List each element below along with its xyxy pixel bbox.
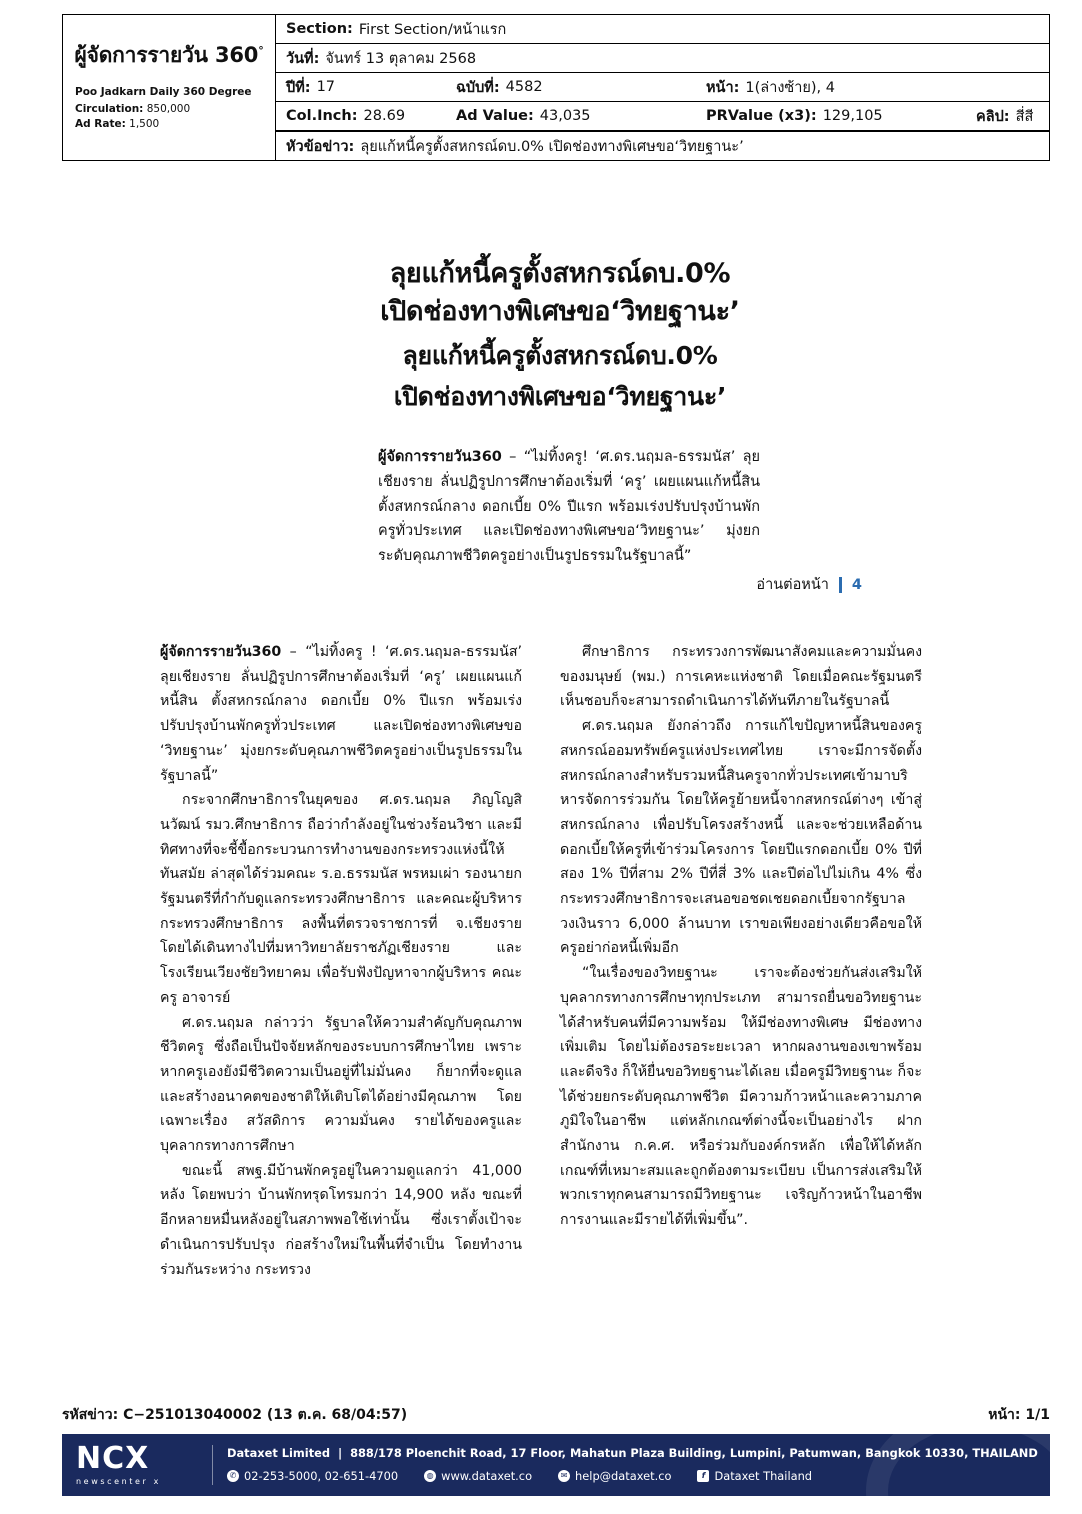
section-value: First Section/หน้าแรก	[358, 21, 507, 38]
prvalue-label: PRValue (x3):	[706, 108, 817, 124]
year-field	[286, 76, 456, 99]
footer-bar	[62, 1434, 1050, 1496]
topic-value: ลุยแก้หนี้ครูตั้งสหกรณ์ดบ.0% เปิดช่องทางพิเศษขอ‘วิทยฐานะ’	[360, 138, 744, 155]
article-paragraph: “ในเรื่องของวิทยฐานะ เราจะต้องช่วยกันส่งเสริมให้บุคลากรทางการศึกษาทุกประเภท สามารถยื่นขอวิทยฐานะได้สำหรับคนที่มีความพร้อม ให้มีช่องทางพิเศษ มีช่องทางเพิ่มเติม โดยไม่ต้องรอระยะเวลา หากผลงานของเขาพร้อมและดีจริง ก็ให้ยื่นขอวิทยฐานะได้เลย เมื่อครูมีวิทยฐานะ ก็จะได้ช่วยยกระดับคุณภาพชีวิต มีความก้าวหน้าและความภาคภูมิใจในอาชีพ แต่หลักเกณฑ์ต่างนี้จะเป็นอย่างไร ฝากสำนักงาน ก.ค.ศ. หรือร่วมกับองค์กรหลัก เพื่อให้ได้หลักเกณฑ์ที่เหมาะสมและถูกต้องตามระเบียบ เป็นการส่งเสริมให้พวกเราทุกคนสามารถมีวิทยฐานะ เจริญก้าวหน้าในอาชีพการงานและมีรายได้ที่เพิ่มขึ้น”.	[560, 965, 922, 1229]
ncx-logo	[62, 1441, 212, 1486]
topic-label: หัวข้อข่าว:	[286, 138, 355, 155]
address-separator: |	[334, 1446, 347, 1461]
article-paragraph: กระจากศึกษาธิการในยุคของ ศ.ดร.นฤมล ภิญโญสินวัฒน์ รมว.ศึกษาธิการ ถือว่ากำลังอยู่ในช่วงร้อนวิชา และมีทิศทางที่จะชี้ขื้อกระบวนการทำงานของกระทรวงแห่งนี้ให้ทันสมัย ล่าสุดได้ร่วมคณะ ร.อ.ธรรมนัส พรหมเผ่า รองนายกรัฐมนตรีที่กำกับดูแลกระทรวงศึกษาธิการ และคณะผู้บริหารกระทรวงศึกษาธิการ ลงพื้นที่ตรวจราชการที่ จ.เชียงราย โดยได้เดินทางไปที่มหาวิทยาลัยราชภัฏเชียงราย และโรงเรียนเวียงชัยวิทยาคม เพื่อรับฟังปัญหาจากผู้บริหาร คณะครู อาจารย์	[160, 792, 522, 1006]
prvalue-value: 129,105	[822, 108, 883, 124]
news-code-value: C−251013040002 (13 ต.ค. 68/04:57)	[123, 1407, 408, 1423]
headline-line-1: ลุยแก้หนี้ครูตั้งสหกรณ์ดบ.0%	[389, 258, 731, 289]
facebook-value: Dataxet Thailand	[714, 1468, 813, 1483]
facebook-icon: f	[697, 1470, 709, 1482]
article-paragraph: ศึกษาธิการ กระทรวงการพัฒนาสังคมและความมั่นคงของมนุษย์ (พม.) การเคหะแห่งชาติ โดยเมื่อคณะรัฐมนตรีเห็นชอบก็จะสามารถดำเนินการได้ทันทีภายในรัฐบาลนี้	[560, 644, 922, 710]
footer-contacts	[227, 1468, 1038, 1485]
phone-icon: ✆	[227, 1470, 239, 1482]
page-field	[706, 76, 976, 99]
email-value: help@dataxet.co	[575, 1468, 672, 1483]
company-name: Dataxet Limited	[227, 1446, 331, 1461]
section-row	[276, 15, 1049, 44]
footer-info	[227, 1445, 1038, 1484]
topic-row	[276, 131, 1049, 160]
clip-label: คลิป:	[976, 108, 1010, 125]
publication-brand-cell	[63, 15, 276, 161]
website-value: www.dataxet.co	[441, 1468, 533, 1483]
news-code	[62, 1404, 407, 1426]
page-label: หน้า:	[706, 79, 740, 96]
phone-contact	[227, 1468, 398, 1485]
issue-row	[276, 73, 1049, 102]
date-label: วันที่:	[286, 50, 320, 67]
article-paragraph: ศ.ดร.นฤมล กล่าวว่า รัฐบาลให้ความสำคัญกับคุณภาพชีวิตครู ซึ่งถือเป็นปัจจัยหลักของระบบการศึกษาไทย เพราะหากครูเองยังมีชีวิตความเป็นอยู่ที่ไม่มั่นคง ก็ยากที่จะดูแลและสร้างอนาคตของชาติให้เติบโตได้อย่างมีคุณภาพ โดยเฉพาะเรื่อง สวัสดิการ ความมั่นคง รายได้ของครูและบุคลากรทางการศึกษา	[160, 1014, 522, 1155]
page-value: 1(ล่างซ้าย), 4	[745, 79, 835, 96]
clipping-header-table	[62, 14, 1050, 161]
facebook-contact[interactable]	[697, 1468, 812, 1485]
advalue-value: 43,035	[539, 108, 591, 124]
footer-divider	[212, 1445, 213, 1485]
adrate-line: Ad Rate: 1,500	[75, 118, 160, 131]
clip-value: สี่สี	[1015, 108, 1034, 125]
headline-block	[250, 255, 870, 415]
company-address: 888/178 Ploenchit Road, 17 Floor, Mahatun Plaza Building, Lumpini, Patumwan, Bangkok 10330, THAILAND	[350, 1446, 1038, 1461]
footer-page	[988, 1404, 1050, 1426]
year-value: 17	[316, 79, 336, 95]
article-paragraph: ขณะนี้ สพฐ.มีบ้านพักครูอยู่ในความดูแลกว่า 41,000 หลัง โดยพบว่า บ้านพักทรุดโทรมกว่า 14,900 หลัง ขณะที่อีกหลายหมื่นหลังอยู่ในสภาพพอใช้เท่านั้น ซึ่งเราตั้งเป้าจะดำเนินการปรับปรุง ก่อสร้างใหม่ในพื้นที่จำเป็น โดยทำงานร่วมกันระหว่าง กระทรวง	[160, 1162, 522, 1278]
article-columns	[160, 640, 922, 1282]
article-column-left	[160, 640, 522, 1282]
publication-title-th: ผู้จัดการรายวัน 360°	[74, 43, 264, 67]
lead-source: ผู้จัดการรายวัน360	[378, 448, 502, 465]
footer-code-row	[62, 1404, 1050, 1426]
colinch-field	[286, 108, 456, 124]
date-row	[276, 44, 1049, 73]
issue-value: 4582	[505, 79, 543, 95]
phone-value: 02-253-5000, 02-651-4700	[244, 1468, 399, 1483]
continued-page: 4	[839, 577, 870, 593]
lead-text: – “ไม่ทิ้งครู! ‘ศ.ดร.นฤมล-ธรรมนัส’ ลุยเชียงราย ลั่นปฏิรูปการศึกษาต้องเริ่มที่ ‘ครู’ เผยแผนแก้หนี้สิน ตั้งสหกรณ์กลาง ดอกเบี้ย 0% ปีแรก พร้อมเร่งปรับปรุงบ้านพักครูทั่วประเทศ และเปิดช่องทางพิเศษขอ‘วิทยฐานะ’ มุ่งยกระดับคุณภาพชีวิตครูอย่างเป็นรูปธรรมในรัฐบาลนี้”	[378, 448, 760, 565]
news-code-label: รหัสข่าว:	[62, 1407, 119, 1423]
advalue-field	[456, 108, 706, 124]
date-value: จันทร์ 13 ตุลาคม 2568	[325, 50, 477, 67]
lead-paragraph	[378, 445, 760, 570]
value-row	[276, 102, 1049, 131]
colinch-value: 28.69	[363, 108, 406, 124]
prvalue-field	[706, 108, 976, 124]
ncx-logo-main: NCX	[76, 1441, 150, 1476]
headline-line-4: เปิดช่องทางพิเศษขอ‘วิทยฐานะ’	[393, 382, 727, 412]
publication-title-en: Poo Jadkarn Daily 360 Degree	[75, 86, 252, 98]
year-label: ปีที่:	[286, 79, 311, 96]
email-contact[interactable]	[558, 1468, 671, 1485]
article-paragraph: ผู้จัดการรายวัน360 – “ไม่ทิ้งครู ! ‘ศ.ดร.นฤมล-ธรรมนัส’ ลุยเชียงราย ลั่นปฏิรูปการศึกษาต้องเริ่มที่ ‘ครู’ เผยแผนแก้หนี้สิน ตั้งสหกรณ์กลาง ดอกเบี้ย 0% ปีแรก พร้อมเร่งปรับปรุงบ้านพักครูทั่วประเทศ และเปิดช่องทางพิเศษขอ ‘วิทยฐานะ’ มุ่งยกระดับคุณภาพชีวิตครูอย่างเป็นรูปธรรมในรัฐบาลนี้”	[160, 644, 522, 784]
globe-icon: ◍	[424, 1470, 436, 1482]
advalue-label: Ad Value:	[456, 108, 534, 124]
continued-label: อ่านต่อหน้า	[756, 577, 829, 594]
envelope-icon: ✉	[558, 1470, 570, 1482]
article-paragraph: ศ.ดร.นฤมล ยังกล่าวถึง การแก้ไขปัญหาหนี้สินของครู สหกรณ์ออมทรัพย์ครูแห่งประเทศไทย เราจะมีการจัดตั้งสหกรณ์กลางสำหรับรวมหนี้สินครูจากทั่วประเทศเข้ามาบริหารจัดการร่วมกัน โดยให้ครูย้ายหนี้จากสหกรณ์ต่างๆ เข้าสู่สหกรณ์กลาง เพื่อปรับโครงสร้างหนี้ และจะช่วยเหลือด้านดอกเบี้ยให้ครูที่เข้าร่วมโครงการ โดยปีแรกดอกเบี้ย 0% ปีที่สอง 1% ปีที่สาม 2% ปีที่สี่ 3% และปีต่อไปไม่เกิน 4% ซึ่งกระทรวงศึกษาธิการจะเสนอขอชดเชยดอกเบี้ยจากรัฐบาลวงเงินราว 6,000 ล้านบาท เราขอเพียงอย่างเดียวคือขอให้ครูอย่าก่อหนี้เพิ่มอีก	[560, 718, 922, 957]
continued-notice	[250, 573, 870, 596]
issue-field	[456, 76, 706, 99]
footer-page-value: 1/1	[1025, 1407, 1050, 1423]
headline-line-2: เปิดช่องทางพิเศษขอ‘วิทยฐานะ’	[380, 296, 740, 328]
colinch-label: Col.Inch:	[286, 108, 358, 124]
issue-label: ฉบับที่:	[456, 79, 500, 96]
section-label: Section:	[286, 21, 353, 37]
clip-field	[976, 105, 1039, 128]
circulation-line: Circulation: 850,000	[75, 103, 191, 115]
metadata-cell	[276, 15, 1050, 161]
headline-line-3: ลุยแก้หนี้ครูตั้งสหกรณ์ดบ.0%	[402, 340, 718, 370]
footer-page-label: หน้า:	[988, 1407, 1021, 1423]
article-column-right	[560, 640, 922, 1282]
footer-address-line	[227, 1445, 1038, 1462]
ncx-logo-sub: newscenter x	[76, 1477, 161, 1486]
website-contact[interactable]	[424, 1468, 532, 1485]
article-body	[250, 255, 870, 596]
